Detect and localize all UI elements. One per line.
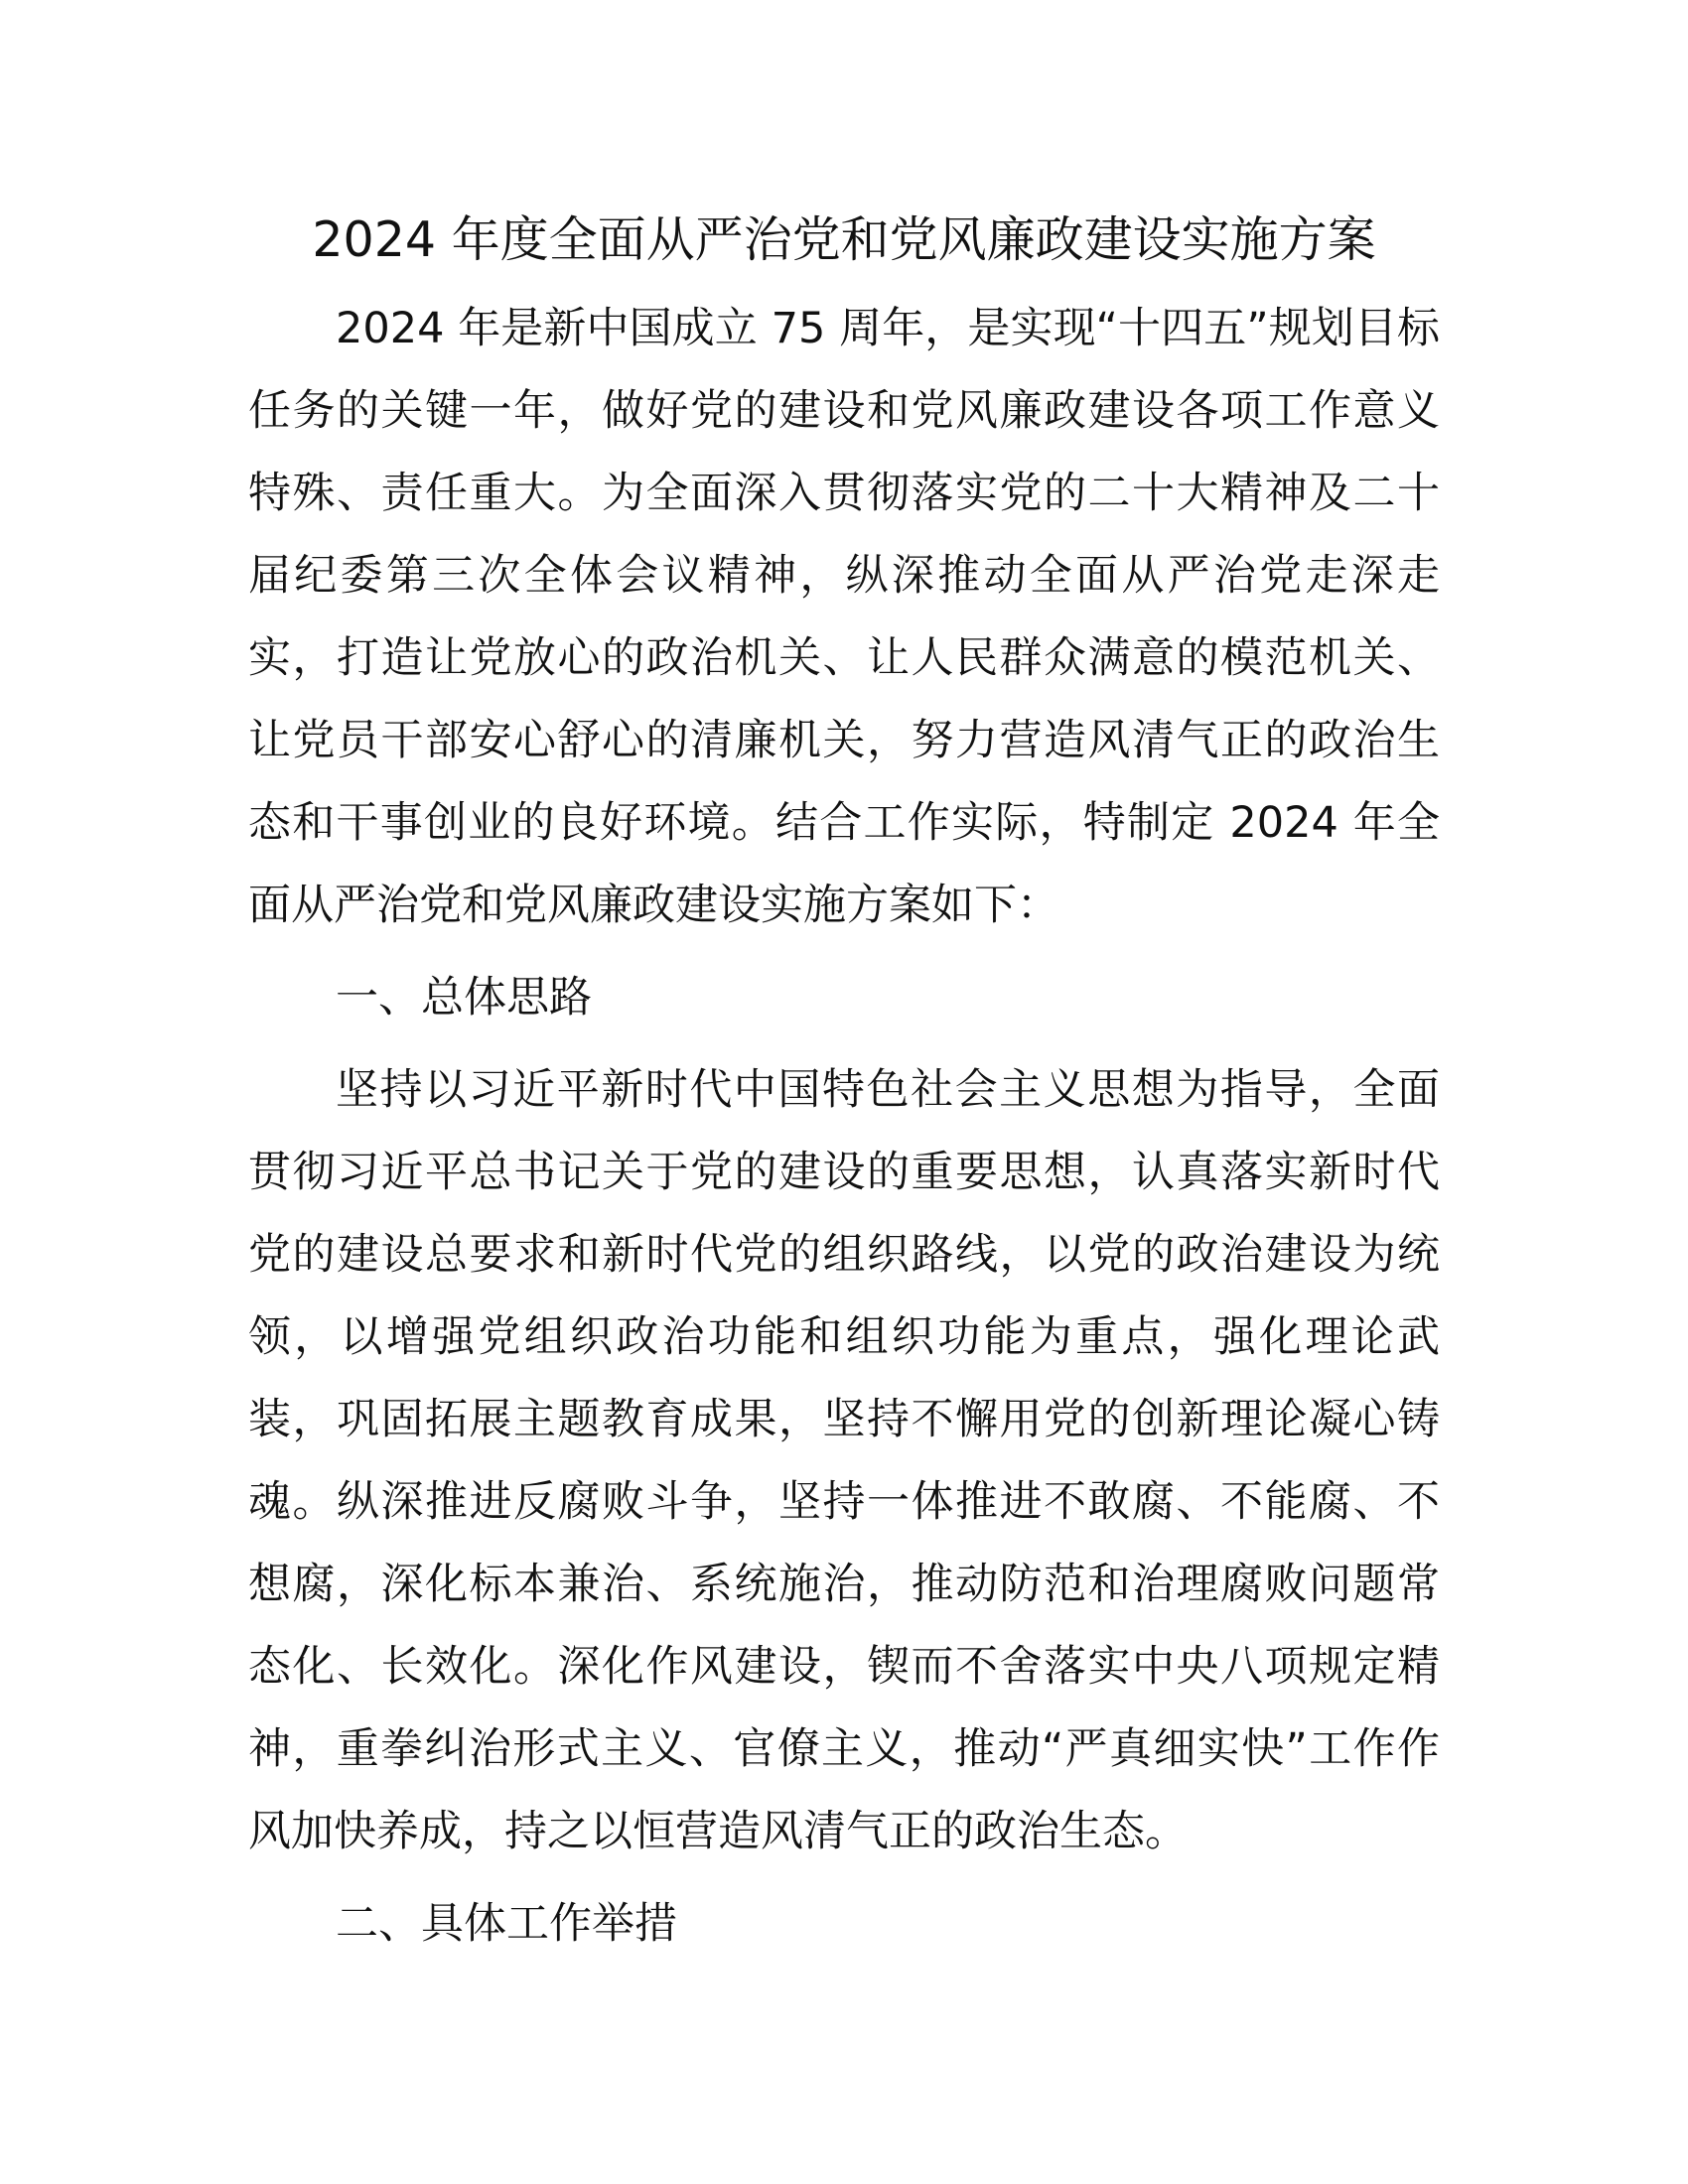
- intro-paragraph: 2024 年是新中国成立 75 周年，是实现“十四五”规划目标任务的关键一年，做好党的建设和党风廉政建设各项工作意义特殊、责任重大。为全面深入贯彻落实党的二十大精神及二十届纪委第三次全体会议精神，纵深推动全面从严治党走深走实，打造让党放心的政治机关、让人民群众满意的模范机关、让党员干部安心舒心的清廉机关，努力营造风清气正的政治生态和干事创业的良好环境。结合工作实际，特制定 2024 年全面从严治党和党风廉政建设实施方案如下：: [248, 304, 1440, 930]
- section-heading-work-measures: 二、具体工作举措: [336, 1899, 677, 1949]
- document-page: [248, 199, 1440, 1966]
- document-title: 2024 年度全面从严治党和党风廉政建设实施方案: [312, 211, 1376, 268]
- section-heading-overall-approach: 一、总体思路: [336, 973, 592, 1023]
- section-body-overall-approach: 坚持以习近平新时代中国特色社会主义思想为指导，全面贯彻习近平总书记关于党的建设的重要思想，认真落实新时代党的建设总要求和新时代党的组织路线，以党的政治建设为统领，以增强党组织政治功能和组织功能为重点，强化理论武装，巩固拓展主题教育成果，坚持不懈用党的创新理论凝心铸魂。纵深推进反腐败斗争，坚持一体推进不敢腐、不能腐、不想腐，深化标本兼治、系统施治，推动防范和治理腐败问题常态化、长效化。深化作风建设，锲而不舍落实中央八项规定精神，重拳纠治形式主义、官僚主义，推动“严真细实快”工作作风加快养成，持之以恒营造风清气正的政治生态。: [248, 1065, 1440, 1856]
